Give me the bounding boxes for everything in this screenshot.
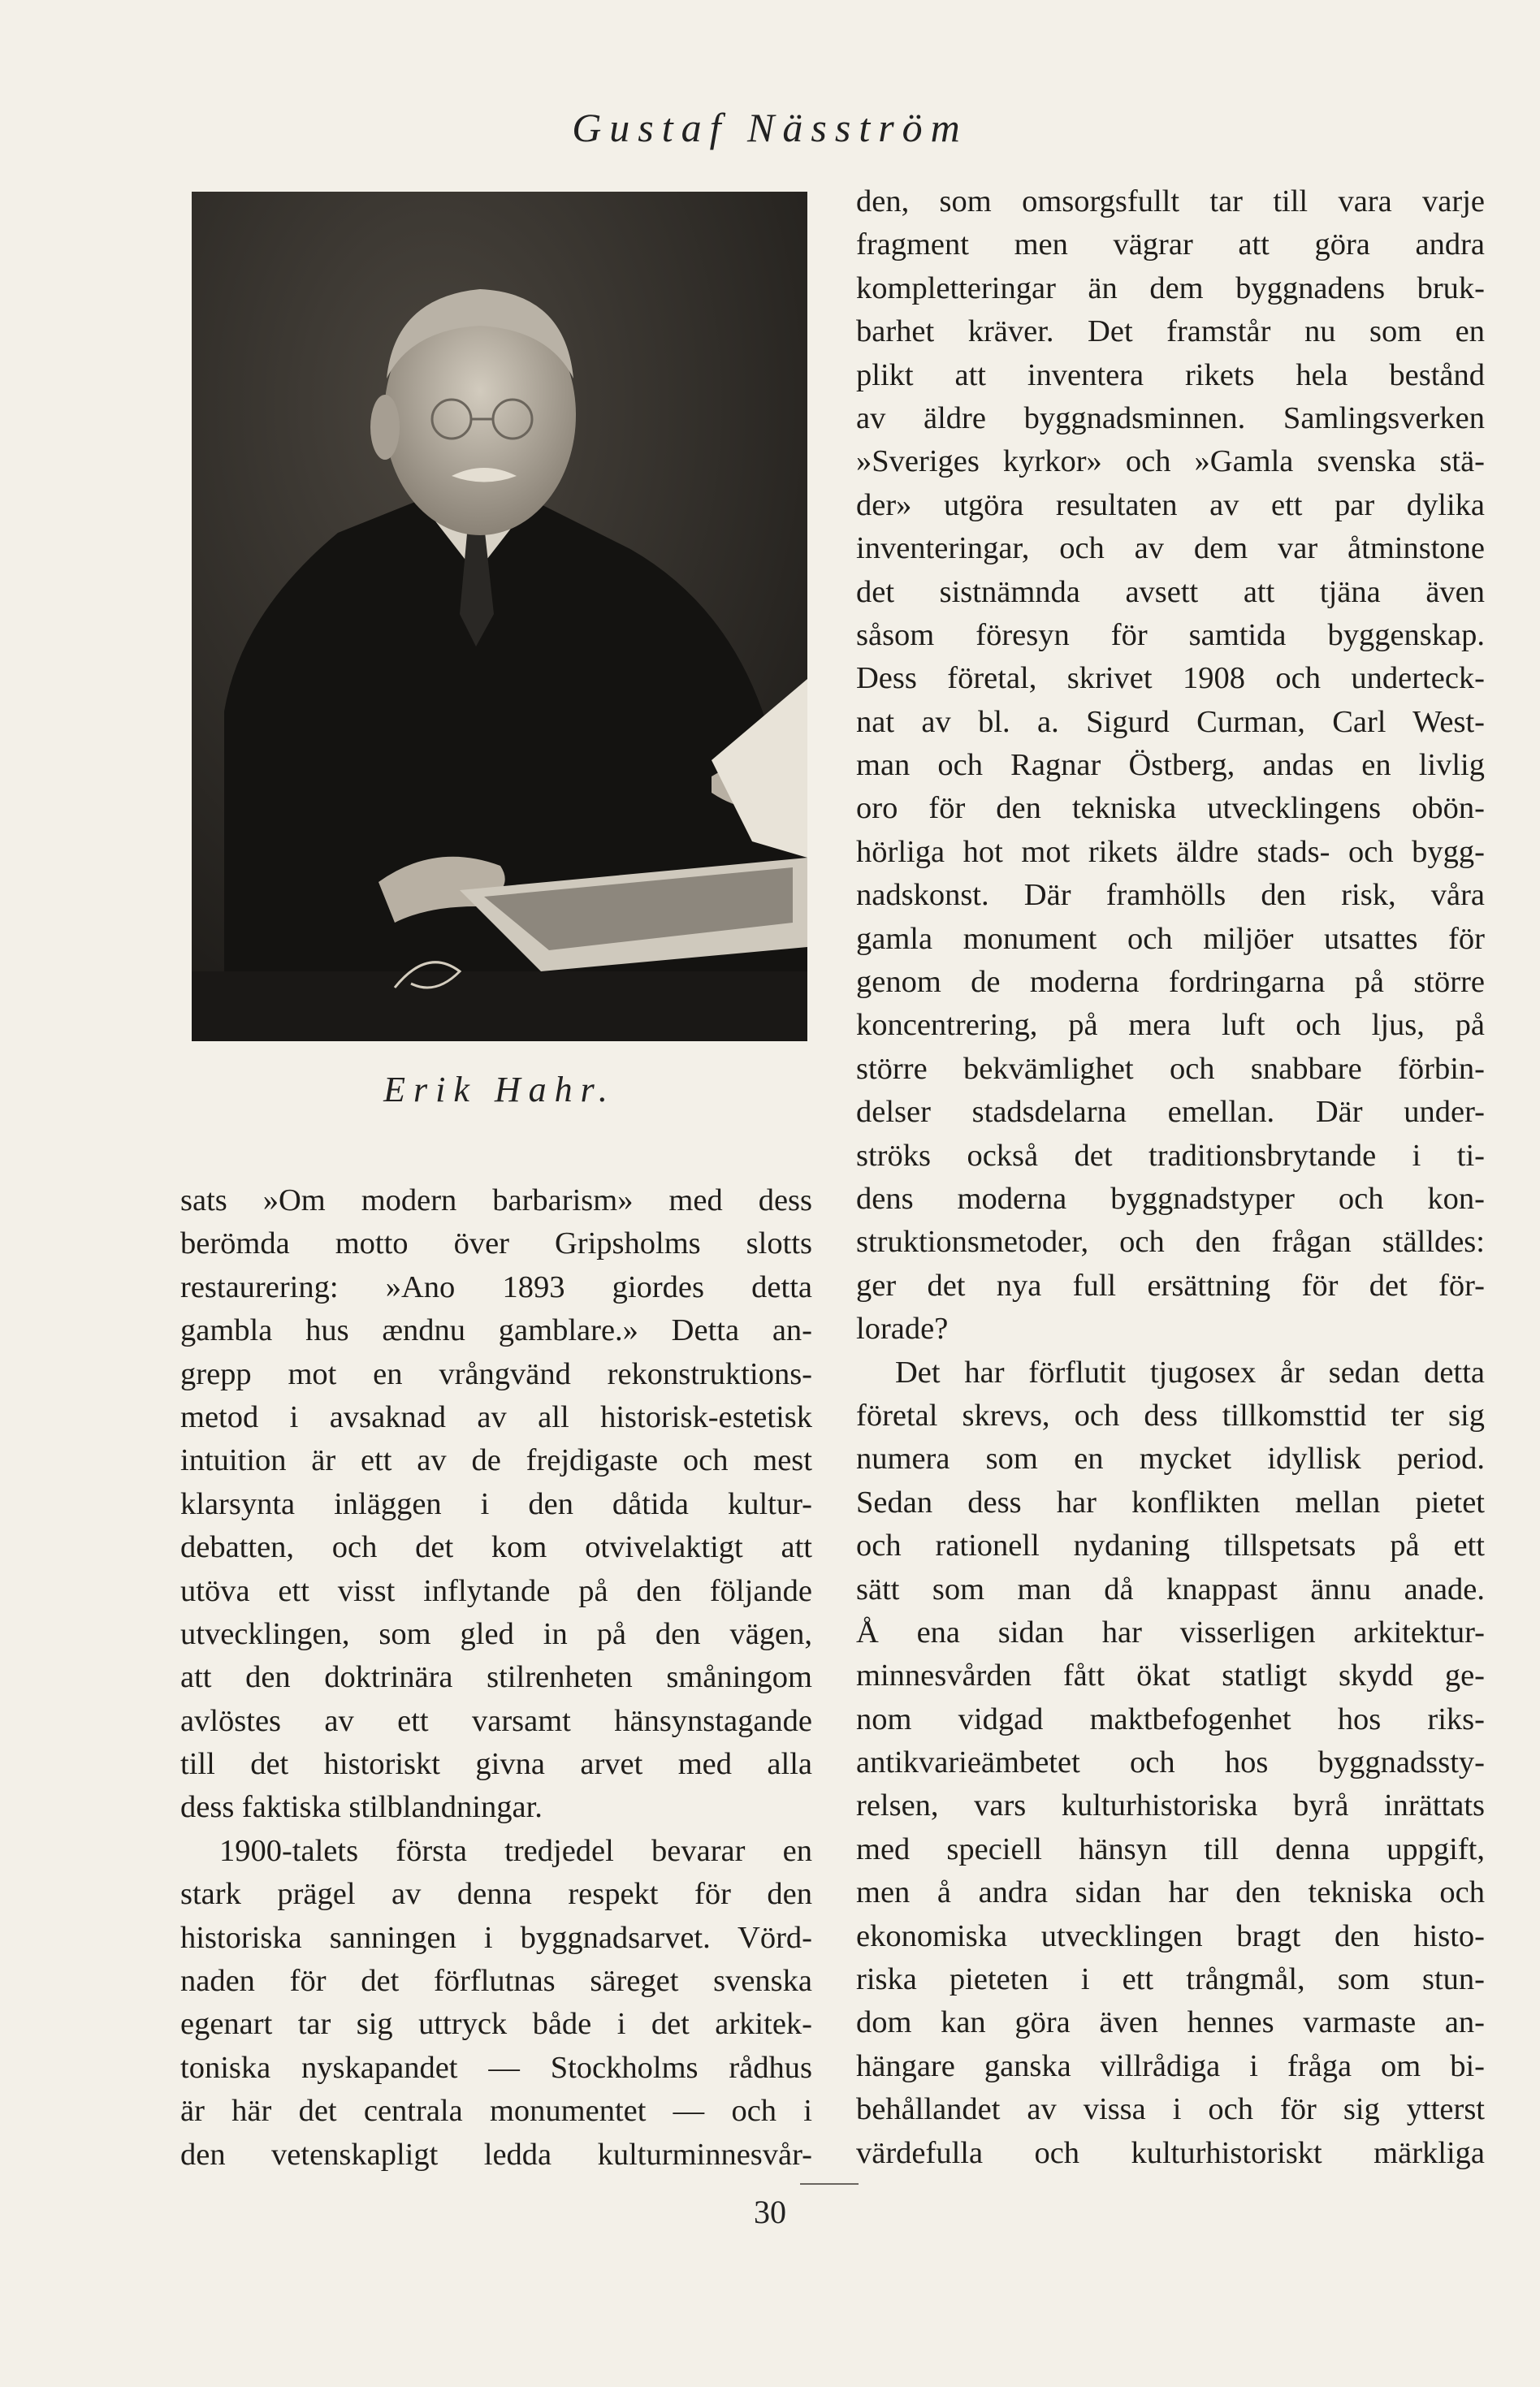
text-line: nat av bl. a. Sigurd Curman, Carl West- bbox=[856, 704, 1485, 739]
text-line: ger det nya full ersättning för det för- bbox=[856, 1268, 1485, 1303]
text-line: den, som omsorgsfullt tar till vara varje bbox=[856, 184, 1485, 218]
text-line: nadskonst. Där framhölls den risk, våra bbox=[856, 878, 1485, 913]
text-line: till det historiskt givna arvet med alla bbox=[180, 1747, 812, 1782]
text-line: intuition är ett av de frejdigaste och mest bbox=[180, 1443, 812, 1478]
text-line: man och Ragnar Östberg, andas en livlig bbox=[856, 748, 1485, 783]
portrait-photo bbox=[192, 192, 807, 1041]
text-line: hörliga hot mot rikets äldre stads- och bygg- bbox=[856, 834, 1485, 869]
text-line: genom de moderna fordringarna på större bbox=[856, 965, 1485, 1000]
text-line: toniska nyskapandet — Stockholms rådhus bbox=[180, 2050, 812, 2085]
text-line: fragment men vägrar att göra andra bbox=[856, 227, 1485, 262]
text-line: utvecklingen, som gled in på den vägen, bbox=[180, 1616, 812, 1651]
text-line: metod i avsaknad av all historisk-estetisk bbox=[180, 1399, 812, 1434]
text-line: såsom föresyn för samtida byggenskap. bbox=[856, 617, 1485, 652]
text-line: att den doktrinära stilrenheten småningom bbox=[180, 1660, 812, 1695]
text-line: riska pieteten i ett trångmål, som stun- bbox=[856, 1962, 1485, 1997]
text-line: företal skrevs, och dess tillkomsttid ter sig bbox=[856, 1398, 1485, 1433]
text-line: stark prägel av denna respekt för den bbox=[180, 1877, 812, 1912]
text-line: struktionsmetoder, och den frågan ställdes: bbox=[856, 1225, 1485, 1260]
text-line: gamla monument och miljöer utsattes för bbox=[856, 921, 1485, 956]
page-number-rule bbox=[800, 2183, 859, 2185]
text-line: den vetenskapligt ledda kulturminnesvår- bbox=[180, 2137, 812, 2172]
text-line: hängare ganska villrådiga i fråga om bi- bbox=[856, 2048, 1485, 2083]
text-line: nom vidgad maktbefogenhet hos riks- bbox=[856, 1702, 1485, 1736]
text-line: med speciell hänsyn till denna uppgift, bbox=[856, 1831, 1485, 1866]
text-line: dess faktiska stilblandningar. bbox=[180, 1790, 543, 1825]
text-line: Å ena sidan har visserligen arkitektur- bbox=[856, 1615, 1485, 1650]
text-line: egenart tar sig uttryck både i det arkitek- bbox=[180, 2007, 812, 2042]
photo-caption: Erik Hahr. bbox=[383, 1070, 616, 1109]
text-line: Sedan dess har konflikten mellan pietet bbox=[856, 1485, 1485, 1520]
text-line: barhet kräver. Det framstår nu som en bbox=[856, 314, 1485, 349]
text-line: koncentrering, på mera luft och ljus, på bbox=[856, 1008, 1485, 1043]
text-line: »Sveriges kyrkor» och »Gamla svenska stä- bbox=[856, 444, 1485, 479]
text-line: kompletteringar än dem byggnadens bruk- bbox=[856, 270, 1485, 305]
text-line: berömda motto över Gripsholms slotts bbox=[180, 1226, 812, 1261]
text-line: 1900-talets första tredjedel bevarar en bbox=[219, 1833, 812, 1868]
left-text-column bbox=[180, 1179, 812, 2177]
text-line: dens moderna byggnadstyper och kon- bbox=[856, 1181, 1485, 1216]
page-number: 30 bbox=[754, 2194, 786, 2230]
text-line: ekonomiska utvecklingen bragt den histo- bbox=[856, 1918, 1485, 1953]
text-line: klarsynta inläggen i den dåtida kultur- bbox=[180, 1486, 812, 1521]
text-line: Dess företal, skrivet 1908 och underteck- bbox=[856, 661, 1485, 696]
text-line: värdefulla och kulturhistoriskt märkliga bbox=[856, 2135, 1485, 2170]
text-line: gambla hus ændnu gamblare.» Detta an- bbox=[180, 1313, 812, 1348]
text-line: antikvarieämbetet och hos byggnadssty- bbox=[856, 1745, 1485, 1780]
text-line: Det har förflutit tjugosex år sedan detta bbox=[895, 1355, 1485, 1390]
text-line: lorade? bbox=[856, 1312, 949, 1347]
text-line: restaurering: »Ano 1893 giordes detta bbox=[180, 1269, 812, 1304]
text-line: utöva ett visst inflytande på den följande bbox=[180, 1573, 812, 1608]
text-line: dom kan göra även hennes varmaste an- bbox=[856, 2005, 1485, 2040]
right-text-column bbox=[856, 180, 1485, 2175]
text-line: behållandet av vissa i och för sig ytterst bbox=[856, 2092, 1485, 2127]
text-line: oro för den tekniska utvecklingens obön- bbox=[856, 791, 1485, 826]
text-line: sats »Om modern barbarism» med dess bbox=[180, 1183, 812, 1217]
text-line: inventeringar, och av dem var åtminstone bbox=[856, 531, 1485, 566]
text-line: är här det centrala monumentet — och i bbox=[180, 2094, 812, 2129]
text-line: avlöstes av ett varsamt hänsynstagande bbox=[180, 1703, 812, 1738]
text-line: större bekvämlighet och snabbare förbin- bbox=[856, 1051, 1485, 1086]
running-head: Gustaf Näsström bbox=[572, 105, 968, 150]
portrait-illustration bbox=[192, 192, 807, 1041]
text-line: debatten, och det kom otvivelaktigt att bbox=[180, 1530, 812, 1565]
text-line: sätt som man då knappast ännu anade. bbox=[856, 1572, 1485, 1606]
text-line: naden för det förflutnas säreget svenska bbox=[180, 1964, 812, 1999]
text-line: grepp mot en vrångvänd rekonstruktions- bbox=[180, 1356, 812, 1391]
text-line: plikt att inventera rikets hela bestånd bbox=[856, 357, 1485, 392]
text-line: ströks också det traditionsbrytande i ti- bbox=[856, 1138, 1485, 1173]
text-line: delser stadsdelarna emellan. Där under- bbox=[856, 1095, 1485, 1130]
text-line: det sistnämnda avsett att tjäna även bbox=[856, 574, 1485, 609]
text-line: relsen, vars kulturhistoriska byrå inrättats bbox=[856, 1788, 1485, 1823]
text-line: men å andra sidan har den tekniska och bbox=[856, 1875, 1485, 1910]
text-line: numera som en mycket idyllisk period. bbox=[856, 1442, 1485, 1477]
text-line: och rationell nydaning tillspetsats på ett bbox=[856, 1529, 1485, 1563]
text-line: av äldre byggnadsminnen. Samlingsverken bbox=[856, 400, 1485, 435]
text-line: historiska sanningen i byggnadsarvet. Vörd- bbox=[180, 1920, 812, 1955]
text-line: minnesvården fått ökat statligt skydd ge- bbox=[856, 1658, 1485, 1693]
text-line: der» utgöra resultaten av ett par dylika bbox=[856, 487, 1485, 522]
